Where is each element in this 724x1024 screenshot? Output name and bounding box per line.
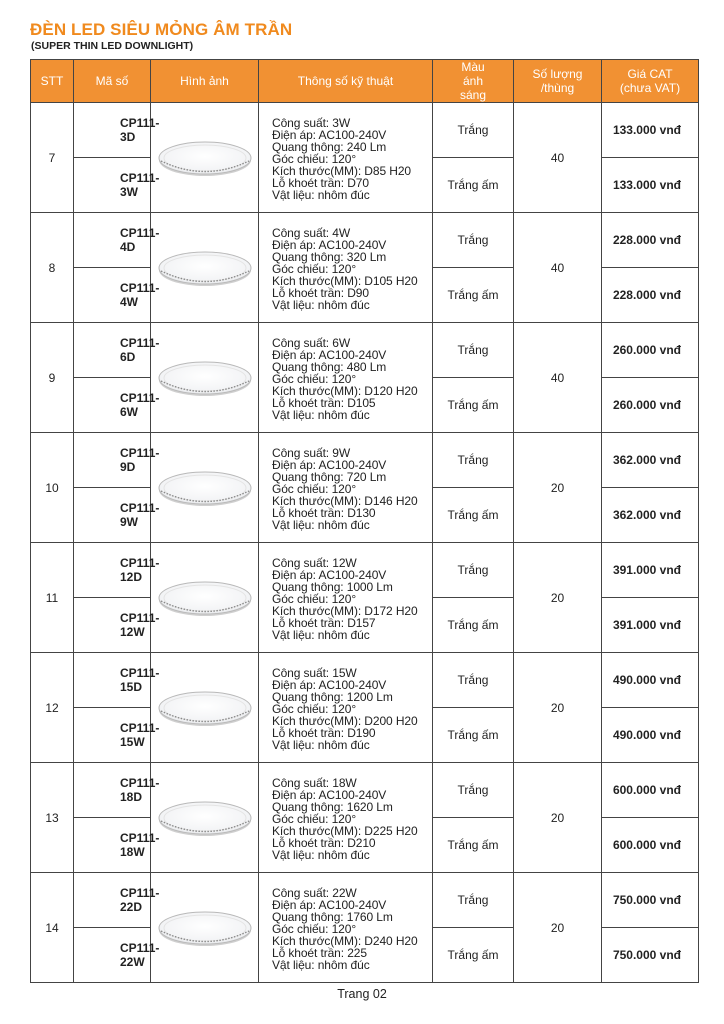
spec-line: Điện áp: AC100-240V [272, 347, 387, 362]
stt-cell: 10 [31, 433, 74, 543]
table-row [31, 653, 699, 708]
spec-line: Vật liệu: nhôm đúc [272, 298, 370, 313]
light-color: Trắng [433, 213, 514, 268]
downlight-image [157, 138, 253, 178]
specs-cell [259, 433, 433, 543]
qty-cell: 40 [514, 103, 602, 213]
spec-line: Vật liệu: nhôm đúc [272, 628, 370, 643]
table-row [31, 323, 699, 378]
specs-cell [259, 323, 433, 433]
light-color: Trắng [433, 323, 514, 378]
spec-line: Góc chiếu: 120° [272, 481, 357, 496]
specs-cell [259, 873, 433, 983]
spec-line: Công suất: 18W [272, 775, 357, 790]
spec-line: Góc chiếu: 120° [272, 811, 357, 826]
price-cell: 260.000 vnđ [602, 378, 699, 433]
spec-line: Quang thông: 720 Lm [272, 469, 387, 484]
spec-line: Điện áp: AC100-240V [272, 127, 387, 142]
price-cell: 391.000 vnđ [602, 543, 699, 598]
spec-line: Công suất: 12W [272, 555, 357, 570]
table-header-row [31, 60, 699, 103]
product-code: CP111-12W [74, 598, 151, 653]
product-code: CP111-22D [74, 873, 151, 928]
specs-cell [259, 103, 433, 213]
spec-line: Góc chiếu: 120° [272, 921, 357, 936]
image-cell [151, 103, 259, 213]
qty-cell: 20 [514, 433, 602, 543]
header-specs: Thông số kỹ thuật [259, 60, 433, 103]
spec-line: Lỗ khoét trần: D210 [272, 836, 376, 851]
price-cell: 133.000 vnđ [602, 158, 699, 213]
page-subtitle: (SUPER THIN LED DOWNLIGHT) [31, 40, 194, 52]
header-price: Giá CAT (chưa VAT) [602, 60, 699, 103]
downlight-image [157, 688, 253, 728]
spec-line: Góc chiếu: 120° [272, 151, 357, 166]
light-color: Trắng [433, 653, 514, 708]
image-cell [151, 873, 259, 983]
stt-cell: 12 [31, 653, 74, 763]
product-code: CP111-22W [74, 928, 151, 983]
downlight-image [157, 248, 253, 288]
page-number: Trang 02 [337, 987, 387, 1001]
light-color: Trắng ấm [433, 268, 514, 323]
price-cell: 228.000 vnđ [602, 213, 699, 268]
spec-line: Điện áp: AC100-240V [272, 567, 387, 582]
header-color: Màu ánh sáng [433, 60, 514, 103]
table-row [31, 873, 699, 928]
qty-cell: 40 [514, 213, 602, 323]
image-cell [151, 763, 259, 873]
spec-line: Kích thước(MM): D172 H20 [272, 604, 418, 619]
spec-line: Kích thước(MM): D120 H20 [272, 384, 418, 399]
downlight-image [157, 468, 253, 508]
header-code: Mã số [74, 60, 151, 103]
spec-line: Điện áp: AC100-240V [272, 237, 387, 252]
price-cell: 750.000 vnđ [602, 873, 699, 928]
specs-cell [259, 213, 433, 323]
spec-line: Kích thước(MM): D200 H20 [272, 714, 418, 729]
spec-line: Lỗ khoét trần: D157 [272, 616, 376, 631]
downlight-image [157, 358, 253, 398]
downlight-image [157, 908, 253, 948]
product-code: CP111-15W [74, 708, 151, 763]
light-color: Trắng ấm [433, 158, 514, 213]
spec-line: Điện áp: AC100-240V [272, 677, 387, 692]
image-cell [151, 213, 259, 323]
price-cell: 391.000 vnđ [602, 598, 699, 653]
stt-cell: 14 [31, 873, 74, 983]
spec-line: Quang thông: 1620 Lm [272, 799, 393, 814]
price-cell: 362.000 vnđ [602, 433, 699, 488]
light-color: Trắng ấm [433, 598, 514, 653]
spec-line: Quang thông: 1000 Lm [272, 579, 393, 594]
price-cell: 600.000 vnđ [602, 818, 699, 873]
spec-line: Kích thước(MM): D240 H20 [272, 934, 418, 949]
spec-line: Lỗ khoét trần: D190 [272, 726, 376, 741]
light-color: Trắng [433, 763, 514, 818]
spec-line: Kích thước(MM): D85 H20 [272, 164, 411, 179]
spec-line: Kích thước(MM): D105 H20 [272, 274, 418, 289]
header-image: Hình ảnh [151, 60, 259, 103]
spec-line: Quang thông: 1760 Lm [272, 909, 393, 924]
spec-line: Công suất: 22W [272, 885, 357, 900]
spec-line: Quang thông: 480 Lm [272, 359, 387, 374]
spec-line: Góc chiếu: 120° [272, 261, 357, 276]
header-qty: Số lượng /thùng [514, 60, 602, 103]
product-code: CP111-18W [74, 818, 151, 873]
stt-cell: 8 [31, 213, 74, 323]
light-color: Trắng [433, 543, 514, 598]
product-code: CP111-15D [74, 653, 151, 708]
spec-line: Công suất: 15W [272, 665, 357, 680]
spec-line: Công suất: 4W [272, 225, 351, 240]
light-color: Trắng ấm [433, 378, 514, 433]
spec-line: Góc chiếu: 120° [272, 701, 357, 716]
spec-line: Quang thông: 240 Lm [272, 139, 387, 154]
product-code: CP111-3D [74, 103, 151, 158]
product-code: CP111-9W [74, 488, 151, 543]
price-cell: 228.000 vnđ [602, 268, 699, 323]
spec-line: Kích thước(MM): D225 H20 [272, 824, 418, 839]
light-color: Trắng [433, 433, 514, 488]
table-body [31, 103, 699, 983]
spec-line: Kích thước(MM): D146 H20 [272, 494, 418, 509]
spec-line: Vật liệu: nhôm đúc [272, 738, 370, 753]
light-color: Trắng ấm [433, 488, 514, 543]
light-color: Trắng ấm [433, 708, 514, 763]
qty-cell: 20 [514, 653, 602, 763]
spec-line: Điện áp: AC100-240V [272, 787, 387, 802]
image-cell [151, 543, 259, 653]
product-code: CP111-12D [74, 543, 151, 598]
price-cell: 600.000 vnđ [602, 763, 699, 818]
stt-cell: 13 [31, 763, 74, 873]
spec-line: Quang thông: 320 Lm [272, 249, 387, 264]
image-cell [151, 323, 259, 433]
product-code: CP111-3W [74, 158, 151, 213]
downlight-image [157, 578, 253, 618]
stt-cell: 7 [31, 103, 74, 213]
light-color: Trắng [433, 103, 514, 158]
qty-cell: 20 [514, 543, 602, 653]
price-cell: 750.000 vnđ [602, 928, 699, 983]
spec-line: Điện áp: AC100-240V [272, 457, 387, 472]
table-row [31, 103, 699, 158]
qty-cell: 20 [514, 873, 602, 983]
image-cell [151, 433, 259, 543]
table-row [31, 213, 699, 268]
product-code: CP111-9D [74, 433, 151, 488]
product-code: CP111-6W [74, 378, 151, 433]
header-stt: STT [31, 60, 74, 103]
price-cell: 490.000 vnđ [602, 708, 699, 763]
table-row [31, 433, 699, 488]
product-code: CP111-18D [74, 763, 151, 818]
spec-line: Góc chiếu: 120° [272, 591, 357, 606]
image-cell [151, 653, 259, 763]
spec-line: Công suất: 3W [272, 115, 351, 130]
spec-line: Vật liệu: nhôm đúc [272, 408, 370, 423]
table-row [31, 763, 699, 818]
product-code: CP111-6D [74, 323, 151, 378]
table-row [31, 543, 699, 598]
specs-cell [259, 653, 433, 763]
price-cell: 133.000 vnđ [602, 103, 699, 158]
specs-cell [259, 763, 433, 873]
spec-line: Điện áp: AC100-240V [272, 897, 387, 912]
price-cell: 362.000 vnđ [602, 488, 699, 543]
product-code: CP111-4W [74, 268, 151, 323]
spec-line: Quang thông: 1200 Lm [272, 689, 393, 704]
stt-cell: 11 [31, 543, 74, 653]
spec-line: Vật liệu: nhôm đúc [272, 518, 370, 533]
price-cell: 490.000 vnđ [602, 653, 699, 708]
qty-cell: 20 [514, 763, 602, 873]
spec-line: Lỗ khoét trần: D70 [272, 176, 369, 191]
spec-line: Vật liệu: nhôm đúc [272, 188, 370, 203]
spec-line: Góc chiếu: 120° [272, 371, 357, 386]
spec-line: Lỗ khoét trần: D105 [272, 396, 376, 411]
spec-line: Lỗ khoét trần: 225 [272, 946, 367, 961]
stt-cell: 9 [31, 323, 74, 433]
light-color: Trắng ấm [433, 818, 514, 873]
light-color: Trắng [433, 873, 514, 928]
product-table [30, 59, 699, 983]
downlight-image [157, 798, 253, 838]
spec-line: Công suất: 9W [272, 445, 351, 460]
price-cell: 260.000 vnđ [602, 323, 699, 378]
spec-line: Lỗ khoét trần: D130 [272, 506, 376, 521]
product-code: CP111-4D [74, 213, 151, 268]
page-title: ĐÈN LED SIÊU MỎNG ÂM TRẦN [30, 20, 293, 39]
spec-line: Lỗ khoét trần: D90 [272, 286, 369, 301]
qty-cell: 40 [514, 323, 602, 433]
specs-cell [259, 543, 433, 653]
spec-line: Vật liệu: nhôm đúc [272, 958, 370, 973]
spec-line: Công suất: 6W [272, 335, 351, 350]
light-color: Trắng ấm [433, 928, 514, 983]
spec-line: Vật liệu: nhôm đúc [272, 848, 370, 863]
